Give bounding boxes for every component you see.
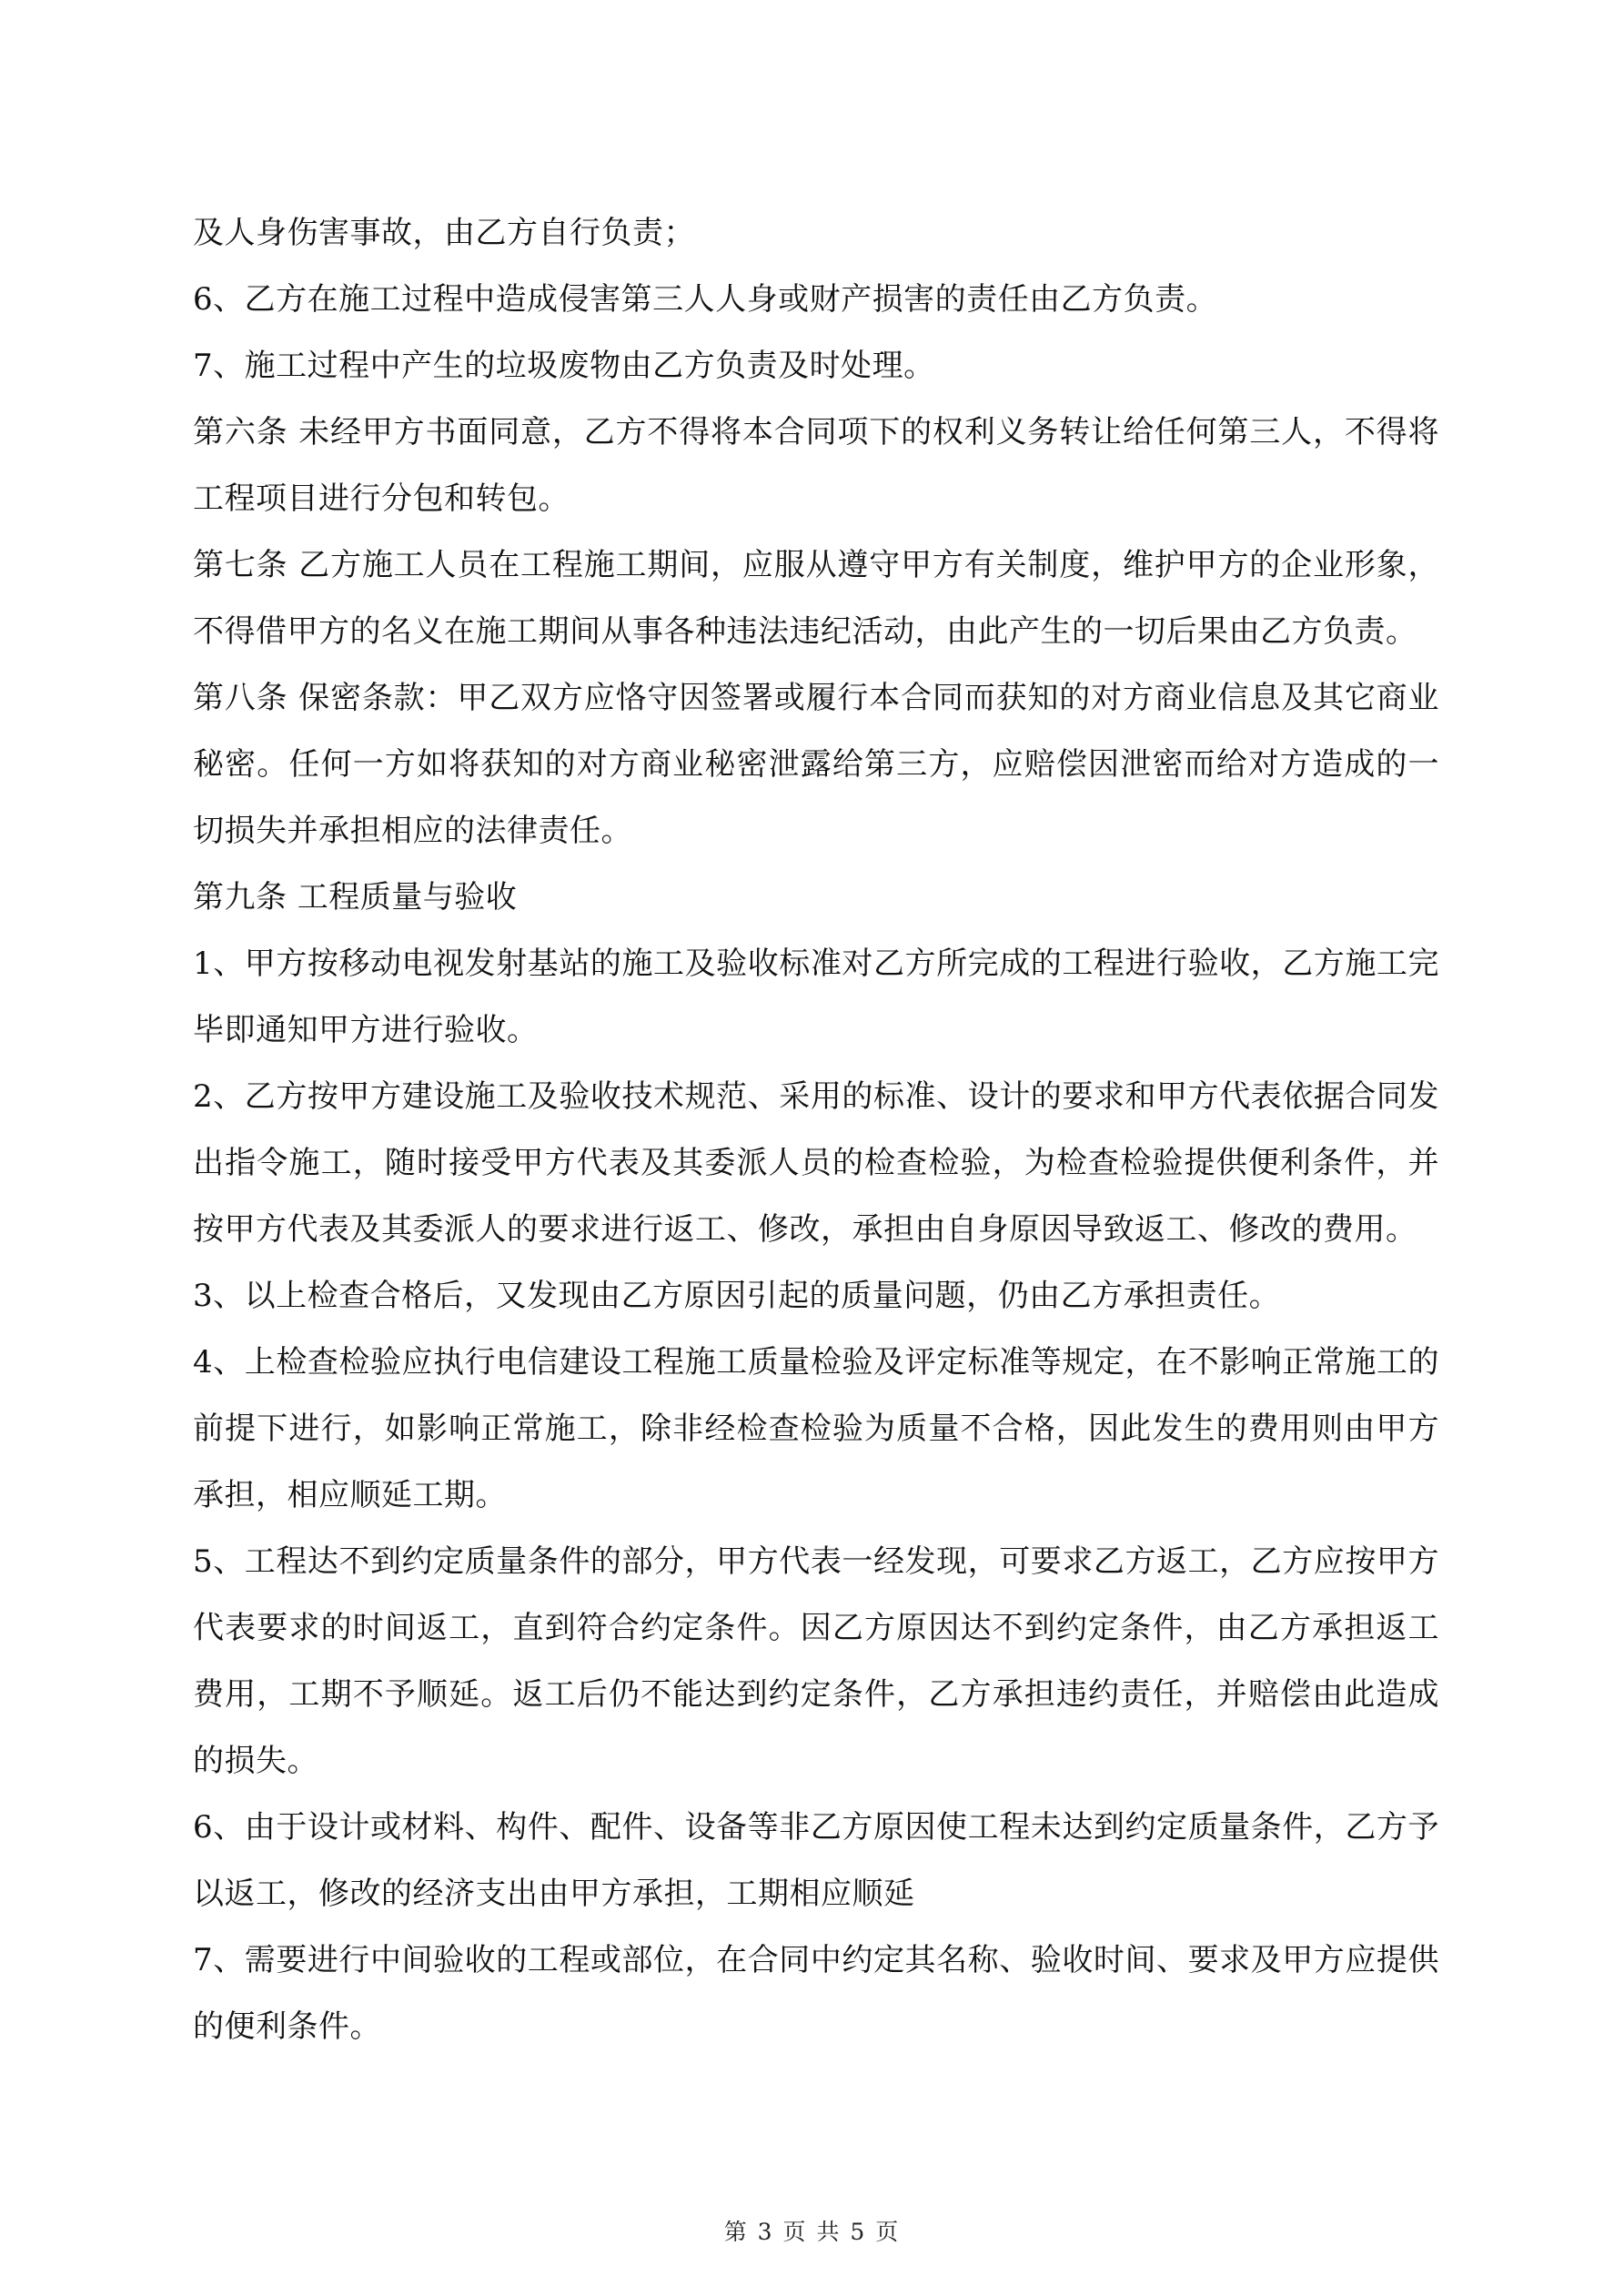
paragraph-article-9-item-5: 5、工程达不到约定质量条件的部分，甲方代表一经发现，可要求乙方返工，乙方应按甲方代表要求的时间返工，直到符合约定条件。因乙方原因达不到约定条件，由乙方承担返工费用，工期不予顺延。返工后仍不能达到约定条件，乙方承担违约责任，并赔偿由此造成的损失。 — [193, 1543, 1439, 1779]
paragraph-clause-5-item-7: 7、施工过程中产生的垃圾废物由乙方负责及时处理。 — [193, 348, 935, 384]
paragraph-article-6: 第六条 未经甲方书面同意，乙方不得将本合同项下的权利义务转让给任何第三人，不得将工程项目进行分包和转包。 — [193, 414, 1439, 517]
paragraph-clause-5-item-6: 6、乙方在施工过程中造成侵害第三人人身或财产损害的责任由乙方负责。 — [193, 281, 1218, 318]
document-body — [193, 200, 1439, 2060]
paragraph-article-9-item-2: 2、乙方按甲方建设施工及验收技术规范、采用的标准、设计的要求和甲方代表依据合同发出指令施工，随时接受甲方代表及其委派人员的检查检验，为检查检验提供便利条件，并按甲方代表及其委派人的要求进行返工、修改，承担由自身原因导致返工、修改的费用。 — [193, 1078, 1439, 1248]
heading-article-9: 第九条 工程质量与验收 — [193, 879, 518, 915]
paragraph-article-9-item-1: 1、甲方按移动电视发射基站的施工及验收标准对乙方所完成的工程进行验收，乙方施工完毕即通知甲方进行验收。 — [193, 946, 1439, 1048]
paragraph-article-9-item-6: 6、由于设计或材料、构件、配件、设备等非乙方原因使工程未达到约定质量条件，乙方予以返工，修改的经济支出由甲方承担，工期相应顺延 — [193, 1809, 1439, 1912]
paragraph-article-9-item-3: 3、以上检查合格后，又发现由乙方原因引起的质量问题，仍由乙方承担责任。 — [193, 1278, 1281, 1314]
page-number-footer: 第 3 页 共 5 页 — [723, 2219, 901, 2245]
paragraph-article-7: 第七条 乙方施工人员在工程施工期间，应服从遵守甲方有关制度，维护甲方的企业形象，不得借甲方的名义在施工期间从事各种违法违纪活动，由此产生的一切后果由乙方负责。 — [193, 547, 1439, 650]
paragraph-article-9-item-7: 7、需要进行中间验收的工程或部位，在合同中约定其名称、验收时间、要求及甲方应提供的便利条件。 — [193, 1942, 1439, 2045]
paragraph-article-9-item-4: 4、上检查检验应执行电信建设工程施工质量检验及评定标准等规定，在不影响正常施工的前提下进行，如影响正常施工，除非经检查检验为质量不合格，因此发生的费用则由甲方承担，相应顺延工期。 — [193, 1344, 1439, 1513]
paragraph-continuation: 及人身伤害事故，由乙方自行负责； — [193, 215, 695, 251]
paragraph-article-8: 第八条 保密条款：甲乙双方应恪守因签署或履行本合同而获知的对方商业信息及其它商业秘密。任何一方如将获知的对方商业秘密泄露给第三方，应赔偿因泄密而给对方造成的一切损失并承担相应的法律责任。 — [193, 680, 1439, 849]
